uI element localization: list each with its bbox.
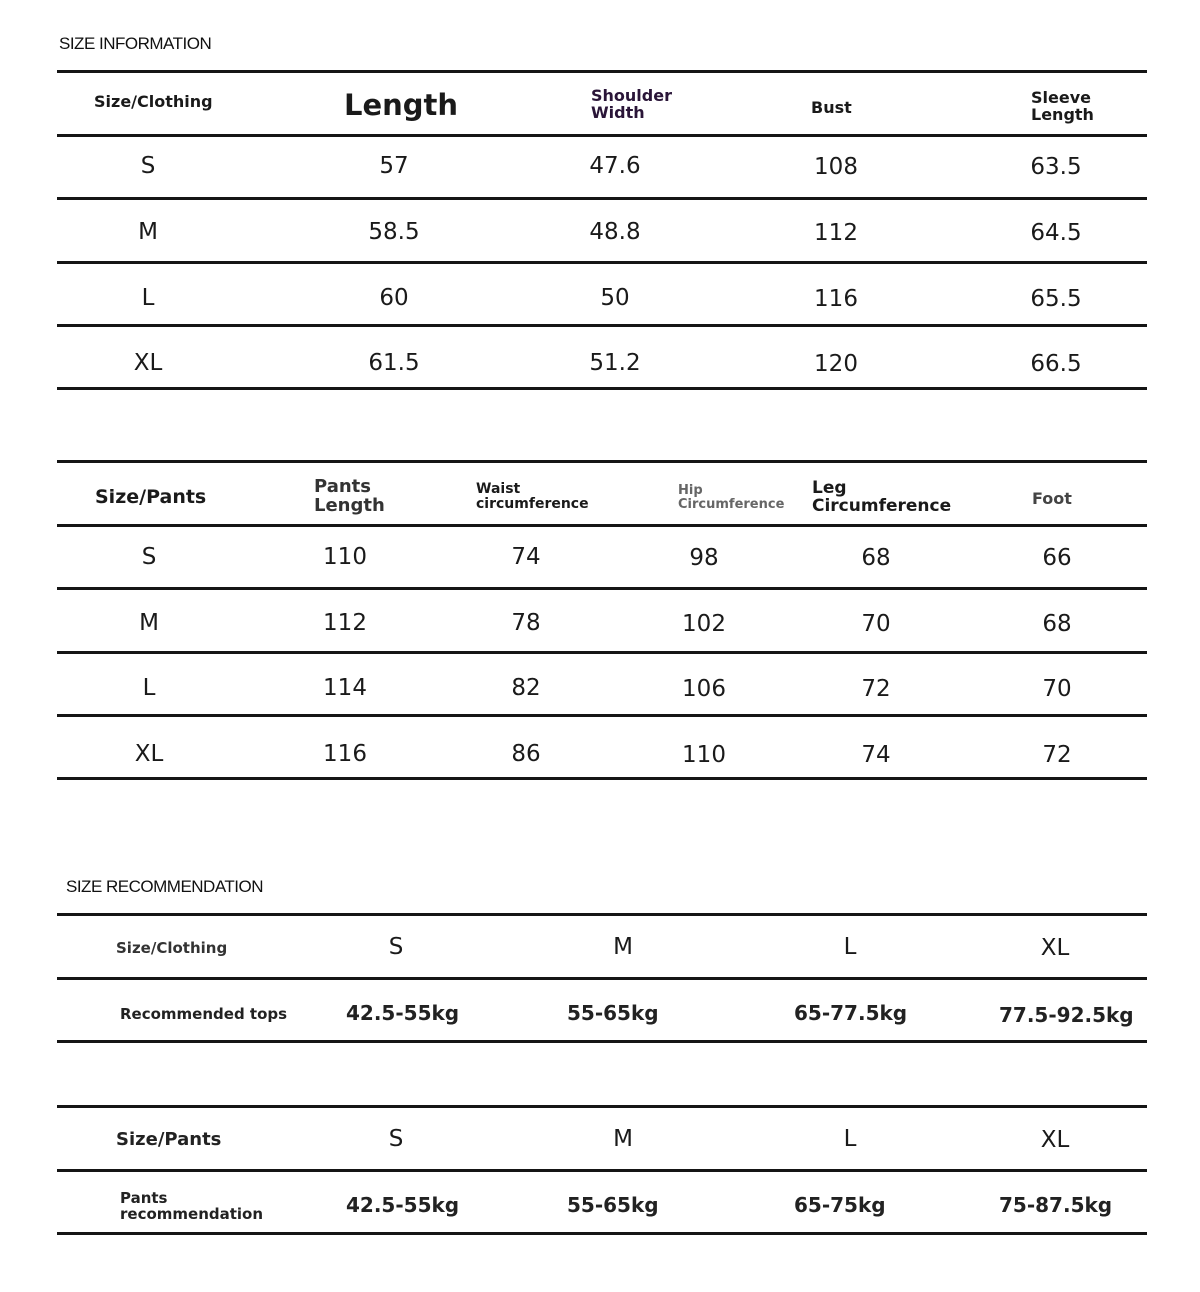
column-header-sleeve-length: Sleeve Length <box>1031 88 1094 124</box>
waist-cell: 82 <box>511 675 541 701</box>
row-header-recommended-tops: Recommended tops <box>120 1005 288 1023</box>
bust-cell: 116 <box>814 286 858 312</box>
size-l-label: L <box>843 934 857 960</box>
table-divider <box>57 460 1147 463</box>
column-header-hip-circumference: Hip Circumference <box>678 483 785 512</box>
shoulder-width-cell: 51.2 <box>589 350 641 376</box>
length-cell: 61.5 <box>368 350 420 376</box>
size-cell: S <box>141 544 157 570</box>
size-cell: L <box>142 675 156 701</box>
table-divider <box>57 1169 1147 1172</box>
length-cell: 57 <box>379 153 409 179</box>
size-xl-label: XL <box>1040 1127 1070 1153</box>
size-s-label: S <box>388 1126 404 1152</box>
shoulder-width-cell: 47.6 <box>589 153 641 179</box>
column-header-waist-circumference: Waist circumference <box>476 481 589 512</box>
pants-length-cell: 110 <box>323 544 367 570</box>
hip-cell: 102 <box>682 611 726 637</box>
column-header-size-pants: Size/Pants <box>95 486 207 508</box>
foot-cell: 70 <box>1042 676 1072 702</box>
table-divider <box>57 1040 1147 1043</box>
waist-cell: 74 <box>511 544 541 570</box>
column-header-leg-circumference: Leg Circumference <box>812 478 952 516</box>
table-divider <box>57 714 1147 717</box>
pants-length-cell: 114 <box>323 675 367 701</box>
size-xl-label: XL <box>1040 935 1070 961</box>
weight-range-l: 65-77.5kg <box>794 1001 908 1025</box>
size-l-label: L <box>843 1126 857 1152</box>
table-divider <box>57 197 1147 200</box>
foot-cell: 66 <box>1042 545 1072 571</box>
table-divider <box>57 387 1147 390</box>
row-header-size-clothing: Size/Clothing <box>116 939 228 957</box>
weight-range-xl: 75-87.5kg <box>999 1193 1113 1217</box>
table-divider <box>57 913 1147 916</box>
size-cell: M <box>138 219 158 245</box>
bust-cell: 108 <box>814 154 858 180</box>
table-divider <box>57 977 1147 980</box>
table-divider <box>57 324 1147 327</box>
bust-cell: 120 <box>814 351 858 377</box>
foot-cell: 72 <box>1042 742 1072 768</box>
table-divider <box>57 261 1147 264</box>
table-divider <box>57 524 1147 527</box>
size-s-label: S <box>388 934 404 960</box>
table-divider <box>57 1232 1147 1235</box>
sleeve-length-cell: 64.5 <box>1030 220 1082 246</box>
table-divider <box>57 587 1147 590</box>
row-header-size-pants: Size/Pants <box>116 1129 222 1150</box>
row-header-pants-recommendation: Pants recommendation <box>120 1189 264 1223</box>
leg-cell: 74 <box>861 742 891 768</box>
weight-range-s: 42.5-55kg <box>346 1001 460 1025</box>
size-information-title: SIZE INFORMATION <box>59 34 212 53</box>
size-m-label: M <box>613 934 633 960</box>
waist-cell: 86 <box>511 741 541 767</box>
waist-cell: 78 <box>511 610 541 636</box>
weight-range-m: 55-65kg <box>567 1001 659 1025</box>
column-header-length: Length <box>344 88 459 122</box>
column-header-size-clothing: Size/Clothing <box>94 92 213 111</box>
size-cell: L <box>141 285 155 311</box>
pants-length-cell: 116 <box>323 741 367 767</box>
column-header-bust: Bust <box>811 98 852 117</box>
table-divider <box>57 1105 1147 1108</box>
hip-cell: 106 <box>682 676 726 702</box>
sleeve-length-cell: 66.5 <box>1030 351 1082 377</box>
bust-cell: 112 <box>814 220 858 246</box>
length-cell: 58.5 <box>368 219 420 245</box>
shoulder-width-cell: 50 <box>600 285 630 311</box>
size-cell: XL <box>134 741 164 767</box>
leg-cell: 70 <box>861 611 891 637</box>
leg-cell: 68 <box>861 545 891 571</box>
shoulder-width-cell: 48.8 <box>589 219 641 245</box>
size-cell: S <box>140 153 156 179</box>
length-cell: 60 <box>379 285 409 311</box>
pants-length-cell: 112 <box>323 610 367 636</box>
column-header-foot: Foot <box>1032 489 1072 508</box>
weight-range-s: 42.5-55kg <box>346 1193 460 1217</box>
sleeve-length-cell: 63.5 <box>1030 154 1082 180</box>
weight-range-xl: 77.5-92.5kg <box>999 1003 1134 1027</box>
hip-cell: 110 <box>682 742 726 768</box>
foot-cell: 68 <box>1042 611 1072 637</box>
table-divider <box>57 777 1147 780</box>
sleeve-length-cell: 65.5 <box>1030 286 1082 312</box>
leg-cell: 72 <box>861 676 891 702</box>
weight-range-m: 55-65kg <box>567 1193 659 1217</box>
hip-cell: 98 <box>689 545 719 571</box>
weight-range-l: 65-75kg <box>794 1193 886 1217</box>
size-cell: M <box>139 610 159 636</box>
column-header-pants-length: Pants Length <box>314 476 385 516</box>
table-divider <box>57 651 1147 654</box>
size-cell: XL <box>133 350 163 376</box>
table-divider <box>57 70 1147 73</box>
table-divider <box>57 134 1147 137</box>
size-m-label: M <box>613 1126 633 1152</box>
column-header-shoulder-width: Shoulder Width <box>591 86 672 122</box>
size-recommendation-title: SIZE RECOMMENDATION <box>66 877 264 896</box>
